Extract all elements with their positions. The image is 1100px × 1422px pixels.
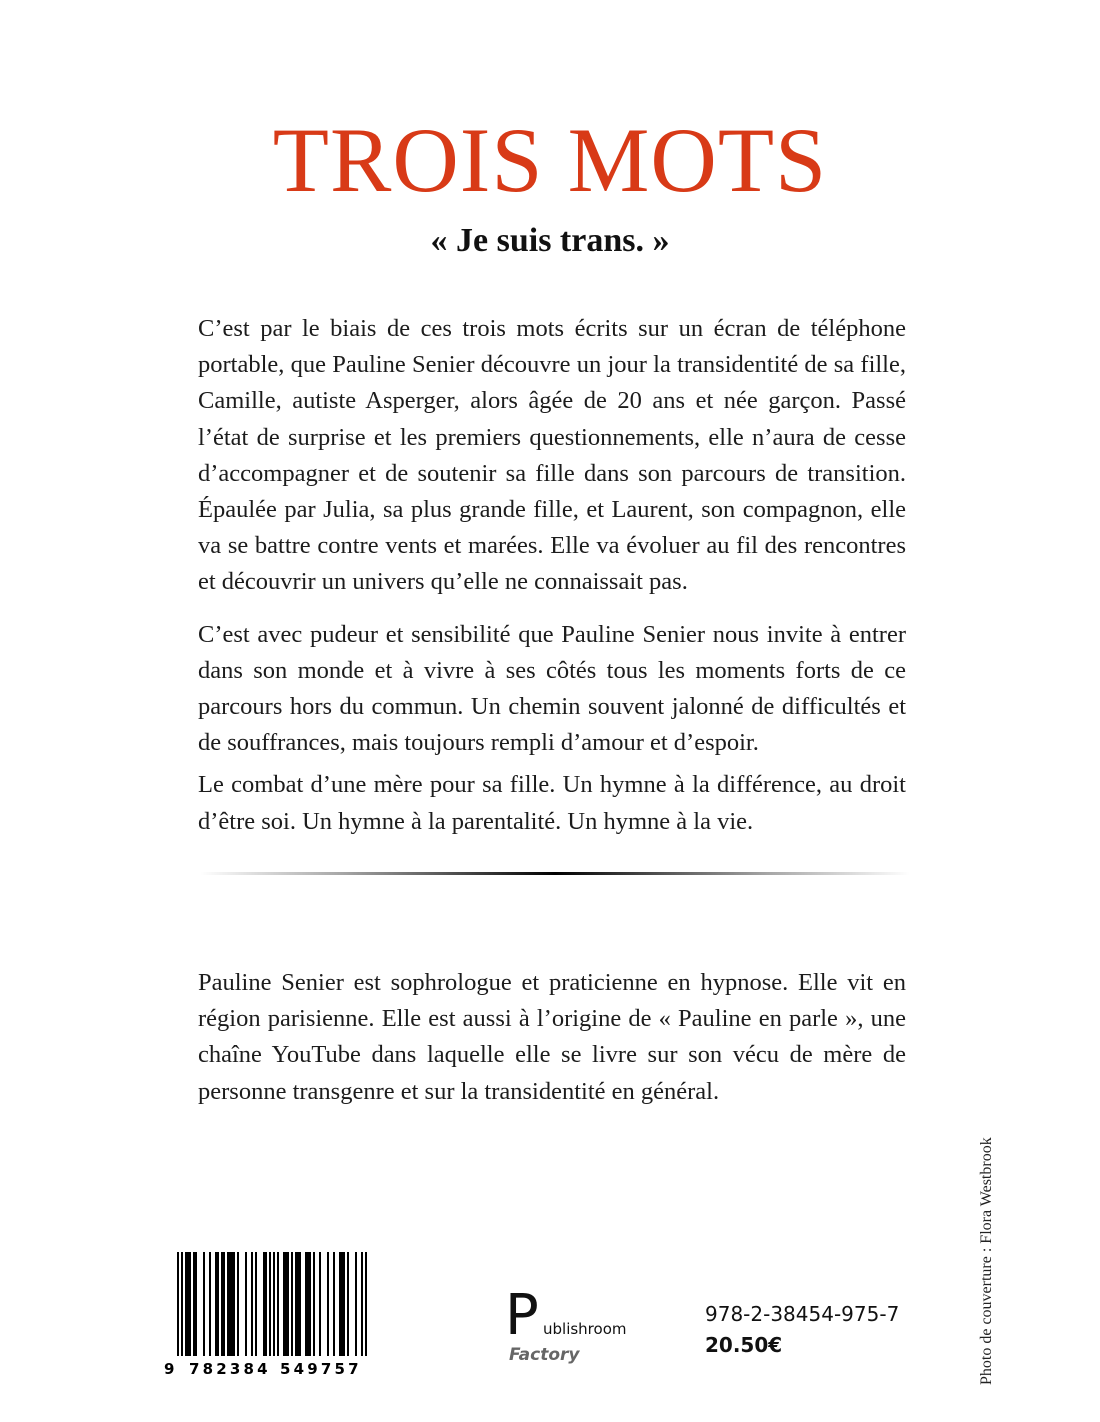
barcode-bar bbox=[343, 1252, 345, 1356]
barcode-left-digits: 782384 bbox=[189, 1360, 271, 1378]
barcode-bar bbox=[217, 1252, 219, 1356]
author-bio bbox=[198, 965, 906, 1110]
logo-word-publishroom: ublishroom bbox=[543, 1320, 627, 1338]
barcode-bar bbox=[185, 1252, 187, 1356]
blurb-text: C’est par le biais de ces trois mots écrits sur un écran de téléphone portable, que Pauline Senier découvre un jour la transidentité de sa fille, Camille, autiste Asperger, alors âgée de 20 ans et née garçon. Passé l’état de surprise et les premiers questionnements, elle n’aura de cesse d’accompagner et de soutenir sa fille dans son parcours de transition. Épaulée par Julia, sa plus grande fille, et Laurent, son compagnon, elle va se battre contre vents et marées. Elle va évoluer au fil des rencontres et découvrir un univers qu’elle ne connaissait pas. bbox=[198, 315, 906, 596]
section-divider bbox=[200, 872, 910, 875]
barcode-bar bbox=[341, 1252, 343, 1356]
barcode-bar bbox=[361, 1252, 363, 1356]
barcode-bar bbox=[295, 1252, 297, 1356]
author-bio-text: Pauline Senier est sophrologue et praticienne en hypnose. Elle vit en région parisienne. Elle est aussi à l’origine de « Pauline en parle », une chaîne YouTube dans laquelle elle se livre sur son vécu de mère de personne transgenre et sur la transidentité en général. bbox=[198, 969, 906, 1105]
barcode-bar bbox=[195, 1252, 197, 1356]
barcode-bar bbox=[209, 1252, 211, 1356]
barcode-bar bbox=[203, 1252, 205, 1356]
blurb-paragraph-3 bbox=[198, 767, 906, 839]
barcode-bar bbox=[333, 1252, 335, 1356]
book-subtitle: « Je suis trans. » bbox=[430, 222, 670, 259]
barcode-bar bbox=[319, 1252, 321, 1356]
barcode-bar bbox=[313, 1252, 315, 1356]
barcode-bar bbox=[365, 1252, 367, 1356]
barcode-bar bbox=[287, 1252, 289, 1356]
logo-word-factory: Factory bbox=[509, 1345, 580, 1365]
barcode-bar bbox=[229, 1252, 231, 1356]
barcode-lead-digit: 9 bbox=[164, 1360, 175, 1378]
barcode-bar bbox=[177, 1252, 179, 1356]
barcode-bars bbox=[177, 1252, 367, 1356]
barcode-bar bbox=[193, 1252, 195, 1356]
barcode-bar bbox=[223, 1252, 225, 1356]
isbn-barcode bbox=[162, 1252, 374, 1378]
barcode-bar bbox=[181, 1252, 183, 1356]
blurb-text: C’est avec pudeur et sensibilité que Pauline Senier nous invite à entrer dans son monde et à vivre à ses côtés tous les moments forts de ce parcours hors du commun. Un chemin souvent jalonné de difficultés et de souffrances, mais toujours rempli d’amour et d’espoir. bbox=[198, 620, 906, 757]
barcode-bar bbox=[263, 1252, 265, 1356]
blurb-paragraph-1 bbox=[198, 311, 906, 601]
barcode-bar bbox=[273, 1252, 275, 1356]
barcode-bar bbox=[309, 1252, 311, 1356]
barcode-bar bbox=[347, 1252, 349, 1356]
barcode-right-digits: 549757 bbox=[280, 1360, 362, 1378]
blurb-paragraph-2 bbox=[198, 617, 906, 762]
barcode-bar bbox=[355, 1252, 357, 1356]
logo-letter: P bbox=[505, 1284, 539, 1348]
barcode-bar bbox=[237, 1252, 239, 1356]
isbn-number: 978-2-38454-975-7 bbox=[705, 1302, 900, 1326]
barcode-bar bbox=[285, 1252, 287, 1356]
barcode-bar bbox=[299, 1252, 301, 1356]
barcode-bar bbox=[283, 1252, 285, 1356]
barcode-bar bbox=[189, 1252, 191, 1356]
barcode-bar bbox=[215, 1252, 217, 1356]
barcode-bar bbox=[187, 1252, 189, 1356]
barcode-bar bbox=[307, 1252, 309, 1356]
book-title: TROIS MOTS bbox=[272, 109, 828, 211]
barcode-bar bbox=[277, 1252, 279, 1356]
barcode-bar bbox=[291, 1252, 293, 1356]
barcode-bar bbox=[339, 1252, 341, 1356]
barcode-bar bbox=[269, 1252, 271, 1356]
barcode-graphic bbox=[162, 1252, 374, 1378]
publisher-logo bbox=[505, 1284, 635, 1370]
barcode-bar bbox=[221, 1252, 223, 1356]
barcode-bar bbox=[245, 1252, 247, 1356]
barcode-bar bbox=[233, 1252, 235, 1356]
barcode-bar bbox=[327, 1252, 329, 1356]
blurb bbox=[198, 311, 906, 840]
barcode-bar bbox=[231, 1252, 233, 1356]
barcode-bar bbox=[265, 1252, 267, 1356]
barcode-bar bbox=[251, 1252, 253, 1356]
photo-credit: Photo de couverture : Flora Westbrook bbox=[978, 1137, 995, 1385]
barcode-bar bbox=[227, 1252, 229, 1356]
barcode-bar bbox=[297, 1252, 299, 1356]
price: 20.50€ bbox=[705, 1333, 783, 1357]
barcode-bar bbox=[305, 1252, 307, 1356]
barcode-bar bbox=[255, 1252, 257, 1356]
blurb-text: Le combat d’une mère pour sa fille. Un hymne à la différence, au droit d’être soi. Un hymne à la parentalité. Un hymne à la vie. bbox=[198, 771, 906, 835]
